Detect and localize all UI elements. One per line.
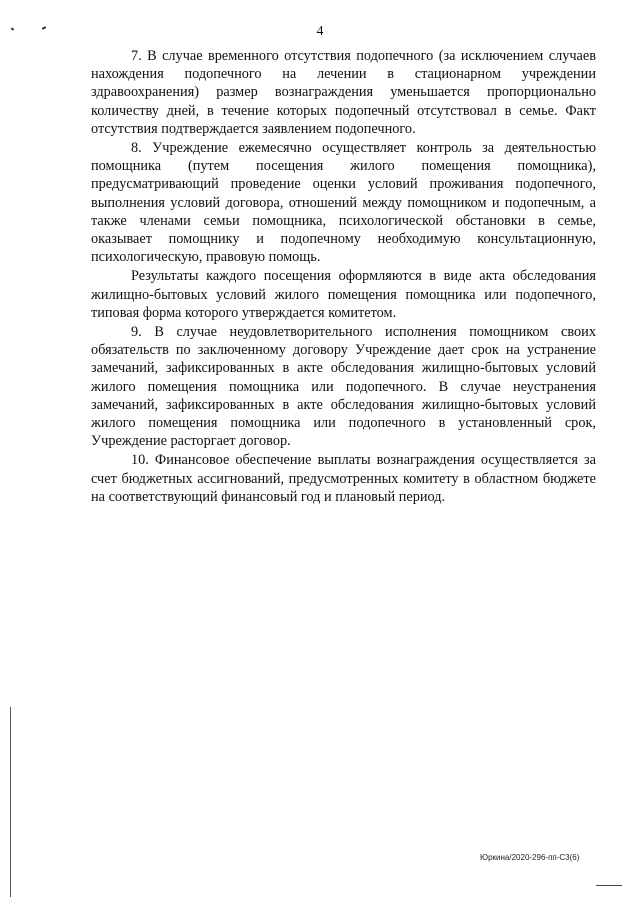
scan-edge-line [10, 707, 11, 897]
page-number: 4 [316, 24, 324, 39]
document-body [91, 47, 596, 506]
paragraph-10: 10. Финансовое обеспечение выплаты вознаграждения осуществляется за счет бюджетных ассигнований, предусмотренных комитету в областном бюджете на соответствующий финансовый год и плановый период. [91, 452, 596, 505]
paragraph-9: 9. В случае неудовлетворительного исполнения помощником своих обязательств по заключенному договору Учреждение дает срок на устранение замечаний, зафиксированных в акте обследования жилищно-бытовых условий жилого помещения помощника или подопечного. В случае неустранения замечаний, зафиксированных в акте обследования жилищно-бытовых условий жилого помещения помощника или подопечного в установленный срок, Учреждение расторгает договор. [91, 324, 596, 450]
scan-edge-line [596, 885, 622, 886]
paragraph-8: 8. Учреждение ежемесячно осуществляет контроль за деятельностью помощника (путем посещения жилого помещения помощника), предусматривающий проведение оценки условий проживания подопечного, выполнения условий договора, отношений между помощником и подопечным, а также членами семьи помощника, психологической обстановки в семье, оказывает помощнику и подопечному необходимую консультационную, психологическую, правовую помощь. [91, 140, 596, 266]
paragraph-visit-results: Результаты каждого посещения оформляются в виде акта обследования жилищно-бытовых условий жилого помещения помощника или подопечного, типовая форма которого утверждается комитетом. [91, 268, 596, 321]
paragraph-7: 7. В случае временного отсутствия подопечного (за исключением случаев нахождения подопечного на лечении в стационарном учреждении здравоохранения) размер вознаграждения уменьшается пропорционально количеству дней, в течение которых подопечный отсутствовал в семье. Факт отсутствия подтверждается заявлением подопечного. [91, 48, 596, 137]
document-code: Юркина/2020-296-пп-С3(6) [480, 853, 580, 862]
